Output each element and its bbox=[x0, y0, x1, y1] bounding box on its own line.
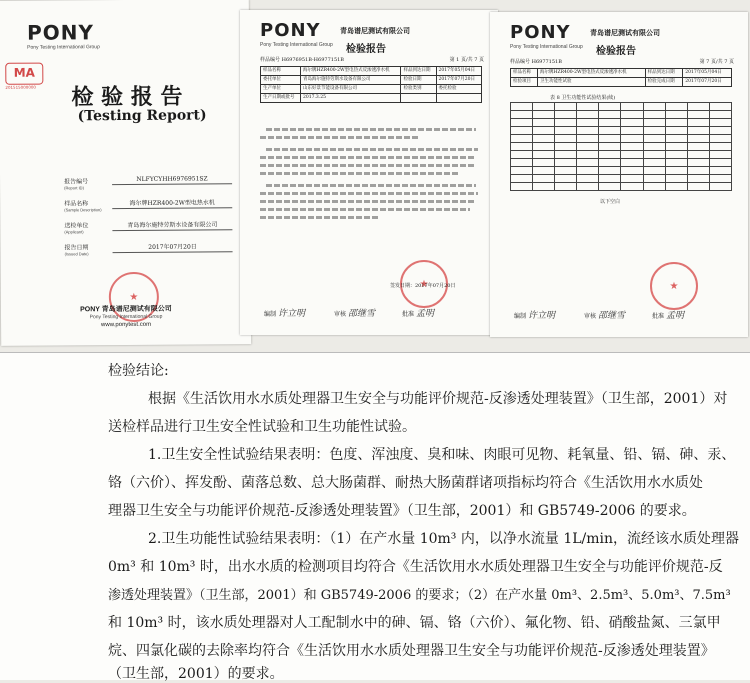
table-row bbox=[261, 94, 482, 103]
cover-footer-en: Pony Testing International Group bbox=[89, 313, 163, 321]
signature-reviewed bbox=[584, 308, 625, 321]
signature: 孟明 bbox=[665, 311, 684, 321]
signature: 邵继雪 bbox=[347, 309, 375, 319]
page-title: 检验报告 bbox=[346, 44, 386, 55]
logo-subtitle: Pony Testing International Group bbox=[27, 44, 100, 51]
pony-logo: PONY bbox=[510, 22, 571, 43]
signature: 许立明 bbox=[527, 311, 555, 321]
table-row bbox=[511, 78, 732, 87]
table-cell: 检验项目 bbox=[511, 78, 538, 87]
table-cell: 海尔牌HZR400-2W型电热式反渗透净水机 bbox=[301, 67, 401, 76]
field-value: 青岛海尔施特劳斯水设备有限公司 bbox=[112, 219, 232, 231]
sample-info-table bbox=[510, 68, 732, 87]
report-number: 样品编号 H6977151B bbox=[510, 59, 562, 65]
cover-title-en: (Testing Report) bbox=[77, 107, 207, 125]
signature-prepared bbox=[514, 308, 555, 321]
conclusion-line: 1.卫生安全性试验结果表明：色度、浑浊度、臭和味、肉眼可见物、耗氧量、铅、镉、砷、汞、 bbox=[148, 447, 736, 463]
table-row bbox=[261, 67, 482, 76]
report-page-1 bbox=[240, 10, 498, 335]
table-cell: 2017年05月04日 bbox=[436, 67, 481, 76]
table-cell bbox=[436, 94, 481, 103]
company-name: 青岛谱尼测试有限公司 bbox=[340, 26, 410, 35]
field-label: 样品名称 bbox=[64, 200, 89, 208]
table-cell: 山东好景节能设备有限公司 bbox=[301, 85, 401, 94]
logo-subtitle: Pony Testing International Group bbox=[510, 44, 583, 50]
conclusion-line: 理器卫生安全与功能评价规范-反渗透处理装置》（卫生部，2001）和 GB5749-2006 的要求。 bbox=[108, 503, 696, 519]
cover-footer-company: PONY 青岛谱尼测试有限公司 bbox=[80, 305, 172, 314]
cover-footer-web: www.ponytest.com bbox=[101, 321, 152, 329]
table-cell: 样品到达日期 bbox=[401, 67, 436, 76]
signature: 孟明 bbox=[415, 309, 434, 319]
field-label: 报告编号 bbox=[64, 178, 89, 186]
signature-prepared bbox=[264, 306, 305, 319]
conclusion-line: 铬（六价）、挥发酚、菌落总数、总大肠菌群、耐热大肠菌群诸项指标均符合《生活饮用水水质处 bbox=[108, 475, 703, 491]
company-seal bbox=[650, 262, 698, 310]
cover-sheet bbox=[0, 0, 251, 346]
table-row bbox=[511, 103, 732, 111]
table-row bbox=[511, 143, 732, 151]
table-cell: 生产日期或批号 bbox=[261, 94, 301, 103]
sig-label: 编制 bbox=[264, 311, 277, 318]
table-cell: 2017年07月20日 bbox=[683, 78, 732, 87]
report-page-7 bbox=[490, 12, 748, 337]
field-value: 海尔牌HZR400-2W型电热水机 bbox=[112, 197, 232, 209]
field-label-en: (Applicant) bbox=[64, 229, 84, 235]
company-name: 青岛谱尼测试有限公司 bbox=[590, 28, 660, 37]
field-label-en: (Issued Date) bbox=[64, 251, 89, 257]
table-cell: 样品到达日期 bbox=[645, 69, 683, 78]
sig-label: 审核 bbox=[584, 313, 597, 320]
table-row bbox=[511, 119, 732, 127]
field-value: NLFYCYHH6976951SZ bbox=[112, 175, 232, 185]
ma-number: 201515000000 bbox=[5, 84, 36, 90]
field-label-en: (Sample Description) bbox=[64, 207, 102, 213]
logo-subtitle: Pony Testing International Group bbox=[260, 42, 333, 48]
pony-logo: PONY bbox=[260, 20, 321, 41]
signature: 邵继雪 bbox=[597, 311, 625, 321]
conclusion-line: 和 10m³ 时，该水质处理器对人工配制水中的砷、镉、铬（六价）、氟化物、铅、硝酸盐氮、三氯甲 bbox=[108, 615, 721, 631]
table-row bbox=[511, 135, 732, 143]
field-value: 2017年07月20日 bbox=[112, 241, 232, 253]
table-end-note: 以下空白 bbox=[600, 199, 621, 205]
conclusion-line: 渗透处理装置》（卫生部，2001）和 GB5749-2006 的要求；（2）在产水量 0m³、2.5m³、5.0m³、7.5m³ bbox=[108, 588, 731, 603]
table-cell: 样品名称 bbox=[261, 67, 301, 76]
table-cell: 检验类别 bbox=[401, 85, 436, 94]
issue-date: 签发日期：2017年07月20日 bbox=[390, 283, 456, 289]
table-cell: 生产单位 bbox=[261, 85, 301, 94]
signature: 许立明 bbox=[277, 309, 305, 319]
table-row bbox=[261, 76, 482, 85]
field-label: 送检单位 bbox=[64, 222, 89, 230]
table-row bbox=[511, 151, 732, 159]
page-number: 第 1 页/共 7 页 bbox=[449, 57, 484, 63]
pony-logo: PONY bbox=[26, 20, 94, 45]
table-row bbox=[511, 183, 732, 191]
report-number: 样品编号 H6976951B-H6977151B bbox=[260, 57, 344, 63]
conclusion-line: 烷、四氯化碳的去除率均符合《生活饮用水水质处理器卫生安全与功能评价规范-反渗透处理装置》 bbox=[108, 643, 715, 659]
field-label: 报告日期 bbox=[64, 244, 89, 252]
table-row bbox=[511, 175, 732, 183]
table-cell: 2017年07月20日 bbox=[436, 76, 481, 85]
page-number: 第 7 页/共 7 页 bbox=[699, 59, 734, 65]
sig-label: 批准 bbox=[402, 311, 415, 318]
page-title: 检验报告 bbox=[596, 46, 636, 57]
table-cell: 样品名称 bbox=[511, 69, 538, 78]
sample-info-table bbox=[260, 66, 482, 103]
sig-label: 审核 bbox=[334, 311, 347, 318]
table-cell: 检验完成日期 bbox=[645, 78, 683, 87]
conclusion-line: 送检样品进行卫生安全性试验和卫生功能性试验。 bbox=[108, 419, 416, 435]
conclusion-line: （卫生部，2001）的要求。 bbox=[108, 666, 284, 682]
table-caption: 表 8 卫生功能性试验结果(续) bbox=[550, 95, 616, 101]
table-row bbox=[511, 127, 732, 135]
table-cell: 检验日期 bbox=[401, 76, 436, 85]
conclusion-line: 根据《生活饮用水水质处理器卫生安全与功能评价规范-反渗透处理装置》（卫生部，2001）对 bbox=[148, 391, 728, 407]
table-cell: 海尔牌HZR400-2W型电热式反渗透净水机 bbox=[538, 69, 646, 78]
ma-certification-mark: MA bbox=[5, 63, 43, 85]
table-cell bbox=[401, 94, 436, 103]
table-row bbox=[261, 85, 482, 94]
table-cell: 委托单位 bbox=[261, 76, 301, 85]
table-cell: 2017.3.25 bbox=[301, 94, 401, 103]
signature-approved bbox=[652, 308, 684, 321]
table-row bbox=[511, 167, 732, 175]
conclusion-heading: 检验结论: bbox=[108, 363, 169, 379]
conclusion-panel bbox=[0, 352, 750, 680]
table-cell: 委托检验 bbox=[436, 85, 481, 94]
conclusion-line: 0m³ 和 10m³ 时，出水水质的检测项目均符合《生活饮用水水质处理器卫生安全与功能评价规范-反 bbox=[108, 559, 723, 575]
field-label-en: (Report ID) bbox=[64, 185, 84, 191]
table-cell: 2017年05月04日 bbox=[683, 69, 732, 78]
signature-approved bbox=[402, 306, 434, 319]
cover-title-cn: 检 验 报 告 bbox=[71, 83, 183, 111]
conclusion-line: 2.卫生功能性试验结果表明：（1）在产水量 10m³ 内，以净水流量 1L/min，流经该水质处理器 bbox=[148, 531, 740, 547]
table-cell: 青岛海尔施特劳斯水设备有限公司 bbox=[301, 76, 401, 85]
sig-label: 批准 bbox=[652, 313, 665, 320]
sig-label: 编制 bbox=[514, 313, 527, 320]
table-row bbox=[511, 111, 732, 119]
signature-reviewed bbox=[334, 306, 375, 319]
results-table bbox=[510, 102, 732, 191]
table-cell: 卫生功能性试验 bbox=[538, 78, 646, 87]
table-row bbox=[511, 69, 732, 78]
table-row bbox=[511, 159, 732, 167]
